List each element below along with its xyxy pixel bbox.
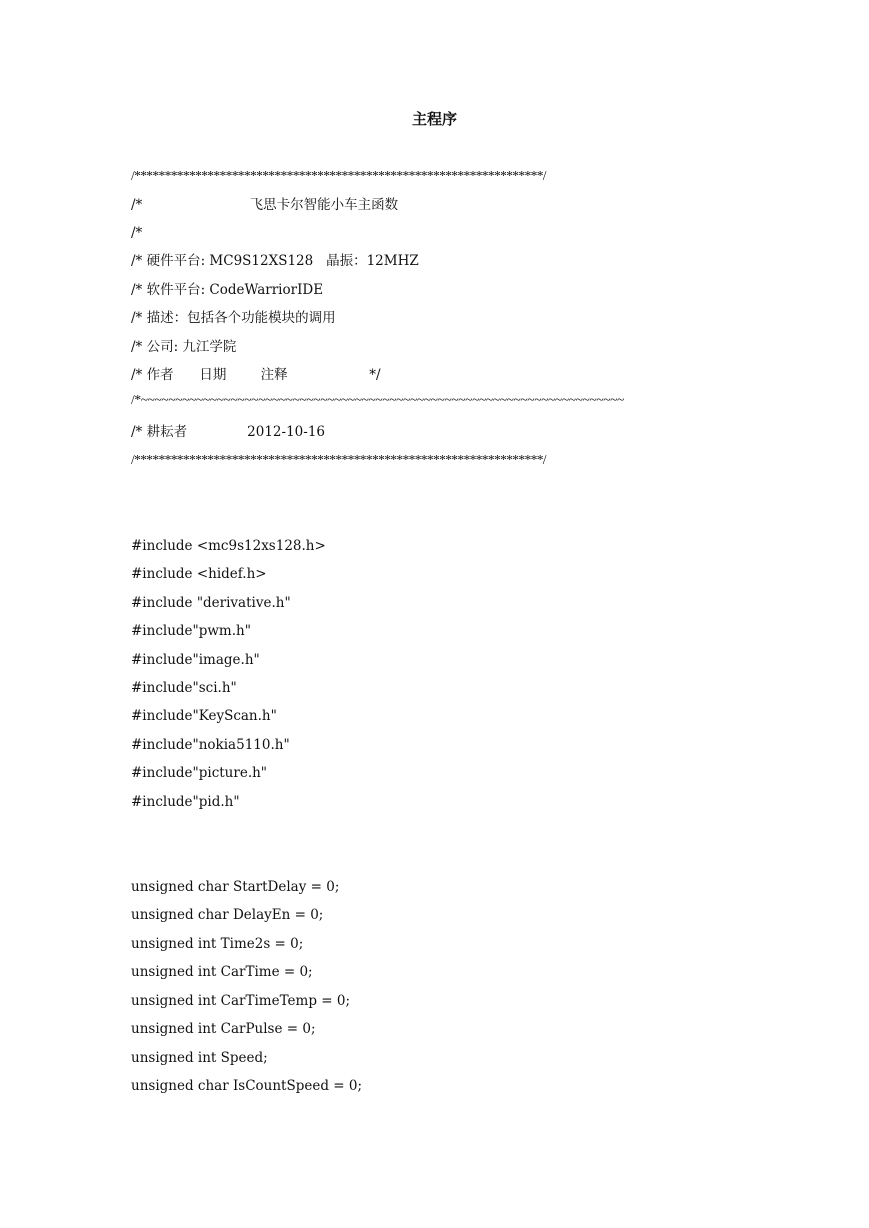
code-line-include: #include"KeyScan.h" <box>131 708 277 724</box>
comment-line-hardware: /* 硬件平台: MC9S12XS128 晶振：12MHZ <box>131 253 419 269</box>
comment-line-columns: /* 作者 日期 注释 */ <box>131 367 381 383</box>
code-line-declaration: unsigned int Speed; <box>131 1050 268 1066</box>
code-line-include: #include"image.h" <box>131 652 260 668</box>
code-line-include: #include"nokia5110.h" <box>131 737 290 753</box>
code-line-include: #include"sci.h" <box>131 680 237 696</box>
code-line-include: #include "derivative.h" <box>131 595 291 611</box>
comment-line-tilde: /*~~~~~~~~~~~~~~~~~~~~~~~~~~~~~~~~~~~~~~~~~~~~~~~~~~~~~~~~~~~~~~~~~~~~~~ <box>131 392 624 407</box>
comment-line-blank: /* <box>131 225 143 241</box>
code-line-declaration: unsigned int CarTimeTemp = 0; <box>131 993 350 1009</box>
comment-border-top: /*******************************************************************/ <box>131 168 546 183</box>
page-title: 主程序 <box>411 110 457 128</box>
code-line-declaration: unsigned char IsCountSpeed = 0; <box>131 1078 363 1094</box>
code-line-include: #include"pwm.h" <box>131 623 251 639</box>
comment-line-author: /* 耕耘者 2012-10-16 <box>131 424 326 440</box>
code-line-declaration: unsigned char DelayEn = 0; <box>131 907 324 923</box>
comment-border-bottom: /*******************************************************************/ <box>131 452 546 467</box>
comment-line-description: /* 描述：包括各个功能模块的调用 <box>131 310 336 326</box>
code-line-include: #include <hidef.h> <box>131 566 267 582</box>
code-line-declaration: unsigned int CarPulse = 0; <box>131 1021 316 1037</box>
code-line-declaration: unsigned char StartDelay = 0; <box>131 879 340 895</box>
code-line-declaration: unsigned int CarTime = 0; <box>131 964 313 980</box>
code-line-include: #include"pid.h" <box>131 794 240 810</box>
comment-line-title: /* 飞思卡尔智能小车主函数 <box>131 197 399 213</box>
code-line-declaration: unsigned int Time2s = 0; <box>131 936 304 952</box>
comment-line-company: /* 公司: 九江学院 <box>131 339 237 355</box>
code-line-include: #include <mc9s12xs128.h> <box>131 538 326 554</box>
code-line-include: #include"picture.h" <box>131 765 268 781</box>
comment-line-software: /* 软件平台: CodeWarriorIDE <box>131 282 324 298</box>
